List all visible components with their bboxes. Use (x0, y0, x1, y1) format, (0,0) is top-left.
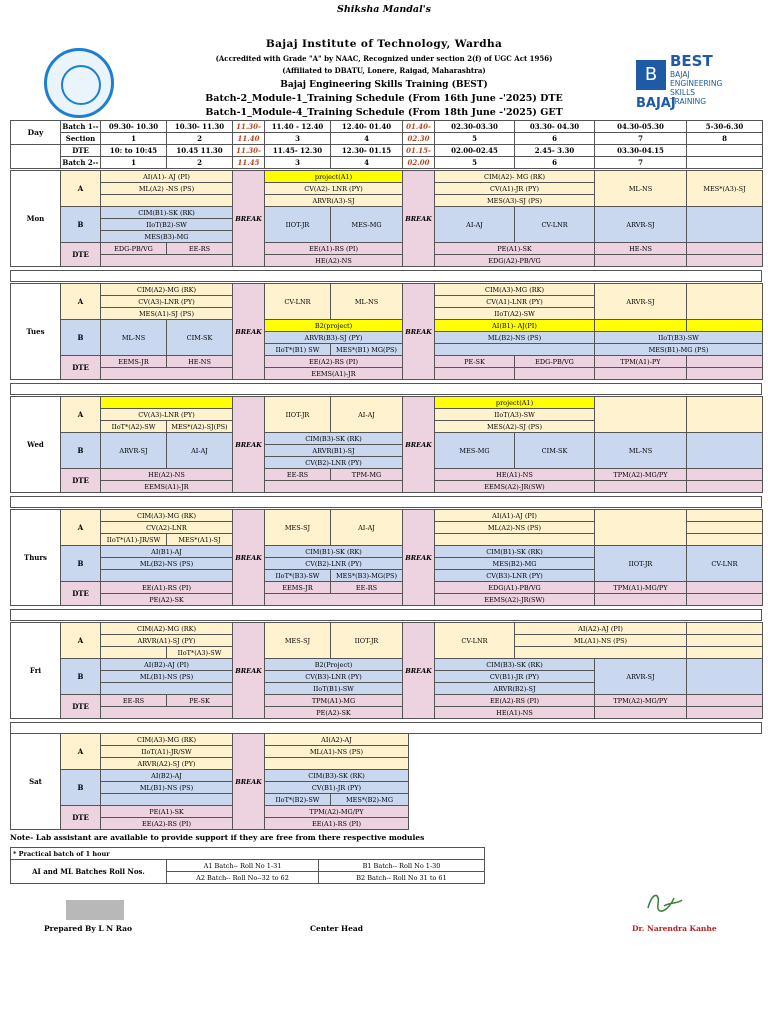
session-cell: HE-NS (595, 243, 687, 255)
time-slot: 12.40- 01.40 (331, 121, 403, 133)
section-number: 1 (101, 157, 167, 169)
session-cell: EE(A1)-RS (PI) (265, 818, 409, 830)
session-cell: MES(A2)-SJ (PS) (435, 421, 595, 433)
session-cell: ARVR-SJ (101, 433, 167, 469)
day-block-fri (10, 622, 763, 719)
break-cell: BREAK (403, 397, 435, 493)
session-cell: EEMS(A1)-JR (265, 368, 403, 380)
session-cell: CIM(B3)-SK (RK) (265, 433, 403, 445)
session-cell: ARVR(A3)-SJ (265, 195, 403, 207)
section-number: 4 (331, 133, 403, 145)
timetable-header (10, 120, 763, 169)
schedule-title-1: Batch-2_Module-1_Training Schedule (From 16th June -'2025) DTE (205, 93, 563, 104)
break-time: 11.30- (233, 121, 265, 133)
time-slot: 12.30- 01.15 (331, 145, 403, 157)
session-cell: MES*(B3)-MG(PS) (331, 570, 403, 582)
session-cell: IIoT(B2)-SW (101, 219, 233, 231)
break-cell: BREAK (233, 284, 265, 380)
session-cell: MES(A3)-SJ (PS) (435, 195, 595, 207)
session-cell: TPM(A1)-PY (595, 356, 687, 368)
group-b-label: B (61, 659, 101, 695)
session-cell: IIOT-JR (265, 397, 331, 433)
session-cell: EDG-PB/VG (101, 243, 167, 255)
day-block-thu (10, 509, 763, 606)
session-cell: ML-NS (595, 433, 687, 469)
session-cell: ARVR(B2)-SJ (435, 683, 595, 695)
session-cell: CV(B2)-LNR (PY) (265, 558, 403, 570)
session-cell: ML(A1)-NS (PS) (515, 635, 687, 647)
group-b-label: B (61, 433, 101, 469)
institute-name: Bajaj Institute of Technology, Wardha (265, 38, 503, 50)
section-number: 6 (515, 157, 595, 169)
session-cell: EE-RS (101, 695, 167, 707)
section-number: 7 (595, 157, 687, 169)
session-cell: CIM(B3)-SK (RK) (435, 659, 595, 671)
session-cell: MES*(A1)-SJ (167, 534, 233, 546)
day-label: Fri (11, 623, 61, 719)
session-cell: CIM(A3)-MG (RK) (101, 734, 233, 746)
session-cell: CV(A3)-LNR (PY) (101, 409, 233, 421)
session-cell: PE-SK (167, 695, 233, 707)
practical-note: * Practical batch of 1 hour (11, 848, 485, 860)
session-cell: CV(A2)- LNR (PY) (265, 183, 403, 195)
group-b-label: B (61, 546, 101, 582)
time-slot: 03.30-04.15 (595, 145, 687, 157)
session-cell: MES*(B1) MG(PS) (331, 344, 403, 356)
day-header: Day (11, 121, 61, 145)
session-cell: AI(A1)-AJ (PI) (435, 510, 595, 522)
day-label: Tues (11, 284, 61, 380)
session-cell: AI-AJ (331, 510, 403, 546)
session-cell: CV-LNR (435, 623, 515, 659)
society-name: Shiksha Mandal's (337, 4, 431, 15)
session-cell: ML-NS (331, 284, 403, 320)
break-cell: BREAK (403, 171, 435, 267)
session-cell: CIM(A2)-MG (RK) (101, 623, 233, 635)
session-cell: ML(B1)-NS (PS) (101, 671, 233, 683)
director-name: Dr. Narendra Kanhe (632, 924, 717, 933)
break-time: 11.40 (233, 133, 265, 145)
session-cell: MES-MG (435, 433, 515, 469)
session-cell: EE(A1)-RS (PI) (265, 243, 403, 255)
day-block-tue (10, 283, 763, 380)
break-time: 02.30 (403, 133, 435, 145)
session-cell: EEMS(A2)-JR(SW) (435, 481, 595, 493)
section-number: 5 (435, 157, 515, 169)
roll-a1: A1 Batch-- Roll No 1-31 (167, 860, 319, 872)
spacer-row (10, 383, 762, 395)
session-cell: PE(A2)-SK (265, 707, 403, 719)
session-cell: CV(B1)-JR (PY) (265, 782, 409, 794)
group-a-label: A (61, 171, 101, 207)
session-cell: ML(B1)-NS (PS) (101, 782, 233, 794)
section-number: 3 (265, 133, 331, 145)
session-cell: CV-LNR (515, 207, 595, 243)
time-slot: 11.40 - 12.40 (265, 121, 331, 133)
session-cell: CV(A1)-JR (PY) (435, 183, 595, 195)
session-cell: MES*(B2)-MG (331, 794, 409, 806)
batch2-label: Batch 2-- (62, 157, 99, 167)
group-b-label: B (61, 320, 101, 356)
session-cell: IIoT*(B3)-SW (265, 570, 331, 582)
schedule-title-2: Batch-1_Module-4_Training Schedule (From 18th June -'2025) GET (205, 107, 563, 118)
session-cell: MES*(A3)-SJ (687, 171, 763, 207)
session-cell: CIM(A3)-MG (RK) (435, 284, 595, 296)
session-cell: MES(B3)-MG (101, 231, 233, 243)
session-cell: AI(B1)-AJ (101, 546, 233, 558)
session-cell: PE-SK (435, 356, 515, 368)
session-cell: ML-NS (101, 320, 167, 356)
session-cell: CIM(A2)-MG (RK) (101, 284, 233, 296)
session-cell: TPM(A1)-MG (265, 695, 403, 707)
best-logo (636, 52, 723, 118)
roll-b2: B2 Batch-- Roll No 31 to 61 (319, 872, 485, 884)
session-cell: AI(B1)- AJ(PI) (435, 320, 595, 332)
session-cell: IIOT-JR (265, 207, 331, 243)
session-cell: CV(A1)-LNR (PY) (435, 296, 595, 308)
break-cell: BREAK (403, 284, 435, 380)
section-number: 2 (167, 157, 233, 169)
session-cell: EE-RS (265, 469, 331, 481)
batch1-label: Batch 1-- (62, 121, 99, 131)
session-cell: CV-LNR (687, 546, 763, 582)
session-cell: ARVR-SJ (595, 284, 687, 320)
session-cell: CV(B3)-LNR (PY) (265, 671, 403, 683)
session-cell: B2(Project) (265, 659, 403, 671)
break-time: 11.30- (233, 145, 265, 157)
session-cell: EEMS-JR (101, 356, 167, 368)
session-cell: MES(B1)-MG (PS) (595, 344, 763, 356)
session-cell: HE(A2)-NS (265, 255, 403, 267)
break-time: 01.40- (403, 121, 435, 133)
day-block-mon (10, 170, 763, 267)
session-cell: CV(B2)-LNR (PY) (265, 457, 403, 469)
day-label: Sat (11, 734, 61, 830)
session-cell: MES*(A2)-SJ(PS) (167, 421, 233, 433)
signature-icon (644, 888, 684, 916)
session-cell: B2(project) (265, 320, 403, 332)
logo-emblem-icon (61, 65, 101, 105)
session-cell: AI(B2)-AJ (PI) (101, 659, 233, 671)
session-cell: AI-AJ (435, 207, 515, 243)
section-number: 2 (167, 133, 233, 145)
session-cell: IIoT(A1)-JR/SW (101, 746, 233, 758)
break-cell: BREAK (233, 397, 265, 493)
day-block-wed (10, 396, 763, 493)
session-cell: MES-MG (331, 207, 403, 243)
section-number: 4 (331, 157, 403, 169)
session-cell: PE(A1)-SK (435, 243, 595, 255)
center-head: Center Head (310, 924, 363, 933)
session-cell: ML(B2)-NS (PS) (101, 558, 233, 570)
time-slot: 5-30-6.30 (687, 121, 763, 133)
session-cell: IIoT*(A1)-JR/SW (101, 534, 167, 546)
session-cell: CIM(B1)-SK (RK) (265, 546, 403, 558)
affiliation-line: (Affiliated to DBATU, Lonere, Raigad, Maharashtra) (282, 66, 486, 75)
session-cell: IIOT-JR (331, 623, 403, 659)
session-cell: EE-RS (167, 243, 233, 255)
session-cell: ML(A1)-NS (PS) (265, 746, 409, 758)
session-cell: IIoT(A3)-SW (435, 409, 595, 421)
break-cell: BREAK (233, 510, 265, 606)
session-cell: AI(A2)-AJ (PI) (515, 623, 687, 635)
time-slot: 04.30-05.30 (595, 121, 687, 133)
session-cell: project(A1) (435, 397, 595, 409)
section-number: 5 (435, 133, 515, 145)
section-label: Section (61, 133, 101, 145)
session-cell: ML(A2) -NS (PS) (101, 183, 233, 195)
spacer-row (10, 496, 762, 508)
break-time: 02.00 (403, 157, 435, 169)
session-cell: EDG-PB/VG (515, 356, 595, 368)
break-cell: BREAK (403, 623, 435, 719)
bajaj-wordmark: BAJAJ (636, 96, 676, 111)
dte-group-label: DTE (61, 695, 101, 719)
session-cell: MES(B2)-MG (435, 558, 595, 570)
time-slot: 10: to 10:45 (101, 145, 167, 157)
dte-group-label: DTE (61, 806, 101, 830)
day-label: Wed (11, 397, 61, 493)
session-cell: HE(A1)-NS (435, 469, 595, 481)
best-logo-text: BEST BAJAJ ENGINEERING SKILLS TRAINING (670, 52, 723, 106)
session-cell: CV(A2)-LNR (101, 522, 233, 534)
session-cell: AI(A2)-AJ (265, 734, 409, 746)
session-cell: IIoT(B3)-SW (595, 332, 763, 344)
section-number: 1 (101, 133, 167, 145)
roll-label: AI and ML Batches Roll Nos. (11, 860, 167, 884)
session-cell: TPM(A2)-MG/PY (595, 695, 687, 707)
session-cell: CIM-SK (515, 433, 595, 469)
group-a-label: A (61, 397, 101, 433)
session-cell: CV(A3)-LNR (PY) (101, 296, 233, 308)
spacer-row (10, 270, 762, 282)
session-cell: CIM-SK (167, 320, 233, 356)
session-cell: PE(A1)-SK (101, 806, 233, 818)
session-cell: TPM(A2)-MG/PY (265, 806, 409, 818)
session-cell: CV(B1)-JR (PY) (435, 671, 595, 683)
session-cell: CIM(A2)- MG (RK) (435, 171, 595, 183)
session-cell: ML-NS (595, 171, 687, 207)
session-cell: TPM-MG (331, 469, 403, 481)
group-a-label: A (61, 284, 101, 320)
session-cell: CIM(B3)-SK (RK) (265, 770, 409, 782)
session-cell: ARVR(A1)-SJ (PY) (101, 635, 233, 647)
session-cell: EE(A2)-RS (PI) (265, 356, 403, 368)
session-cell: CV(B3)-LNR (PY) (435, 570, 595, 582)
session-cell: TPM(A1)-MG/PY (595, 582, 687, 594)
roll-b1: B1 Batch-- Roll No 1-30 (319, 860, 485, 872)
session-cell: IIoT*(B2)-SW (265, 794, 331, 806)
session-cell: HE(A2)-NS (101, 469, 233, 481)
session-cell: AI-AJ (167, 433, 233, 469)
session-cell: ML(A2)-NS (PS) (435, 522, 595, 534)
session-cell: IIoT(A2)-SW (435, 308, 595, 320)
group-b-label: B (61, 207, 101, 243)
break-cell: BREAK (403, 510, 435, 606)
time-slot: 10.45 11.30 (167, 145, 233, 157)
prepared-by: Prepared By L N Rao (44, 924, 132, 933)
time-slot: 02.00-02.45 (435, 145, 515, 157)
section-number: 8 (687, 133, 763, 145)
lab-assistant-note: Note- Lab assistant are available to provide support if they are free from there respective modules (10, 833, 425, 842)
session-cell: IIoT(B1)-SW (265, 683, 403, 695)
session-cell: project(A1) (265, 171, 403, 183)
group-a-label: A (61, 510, 101, 546)
group-a-label: A (61, 623, 101, 659)
session-cell: EEMS(A2)-JR(SW) (435, 594, 595, 606)
dte-group-label: DTE (61, 582, 101, 606)
time-slot: 2.45- 3.30 (515, 145, 595, 157)
dte-group-label: DTE (61, 469, 101, 493)
roll-number-table (10, 847, 485, 884)
group-a-label: A (61, 734, 101, 770)
session-cell: EE(A1)-RS (PI) (101, 582, 233, 594)
break-cell: BREAK (233, 734, 265, 830)
bajaj-emblem-icon: B (636, 60, 666, 90)
break-time: 11.45 (233, 157, 265, 169)
session-cell: ARVR(A2)-SJ (PY) (101, 758, 233, 770)
session-cell: CIM(B1)-SK (RK) (101, 207, 233, 219)
time-slot: 09.30- 10.30 (101, 121, 167, 133)
section-number: 3 (265, 157, 331, 169)
session-cell: HE-NS (167, 356, 233, 368)
session-cell: AI(B2)-AJ (101, 770, 233, 782)
session-cell: EEMS(A1)-JR (101, 481, 233, 493)
break-time: 01.15- (403, 145, 435, 157)
time-slot: 03.30- 04.30 (515, 121, 595, 133)
day-label: Thurs (11, 510, 61, 606)
session-cell: EDG(A1)-PB/VG (435, 582, 595, 594)
session-cell: CV-LNR (265, 284, 331, 320)
session-cell: CIM(B1)-SK (RK) (435, 546, 595, 558)
session-cell: MES-SJ (265, 623, 331, 659)
program-title: Bajaj Engineering Skills Training (BEST) (280, 80, 488, 90)
section-number: 7 (595, 133, 687, 145)
session-cell: HE(A1)-NS (435, 707, 595, 719)
section-number: 6 (515, 133, 595, 145)
time-slot: 02.30-03.30 (435, 121, 515, 133)
session-cell: IIoT*(A2)-SW (101, 421, 167, 433)
institute-logo (44, 48, 114, 118)
break-cell: BREAK (233, 623, 265, 719)
session-cell: EDG(A2)-PB/VG (435, 255, 595, 267)
roll-a2: A2 Batch-- Roll No--32 to 62 (167, 872, 319, 884)
dte-group-label: DTE (61, 243, 101, 267)
session-cell: IIoT*(B1) SW (265, 344, 331, 356)
session-cell: PE(A2)-SK (101, 594, 233, 606)
session-cell: ARVR(B1)-SJ (265, 445, 403, 457)
session-cell: IIoT*(A3)-SW (167, 647, 233, 659)
session-cell: AI(A1)- AJ (PI) (101, 171, 233, 183)
session-cell: TPM(A2)-MG/PY (595, 469, 687, 481)
time-slot: 10.30- 11.30 (167, 121, 233, 133)
session-cell: EE-RS (331, 582, 403, 594)
session-cell: MES-SJ (265, 510, 331, 546)
dte-group-label: DTE (61, 356, 101, 380)
signature-stamp (66, 900, 124, 920)
session-cell: IIOT-JR (595, 546, 687, 582)
day-label: Mon (11, 171, 61, 267)
session-cell: EE(A2)-RS (PI) (435, 695, 595, 707)
break-cell: BREAK (233, 171, 265, 267)
time-slot: 11.45- 12.30 (265, 145, 331, 157)
session-cell: ARVR-SJ (595, 659, 687, 695)
session-cell: EEMS-JR (265, 582, 331, 594)
dte-label: DTE (61, 145, 101, 157)
day-block-sat (10, 733, 409, 830)
session-cell: CIM(A3)-MG (RK) (101, 510, 233, 522)
spacer-row (10, 609, 762, 621)
session-cell: ARVR(B3)-SJ (PY) (265, 332, 403, 344)
session-cell: ARVR-SJ (595, 207, 687, 243)
session-cell: MES(A1)-SJ (PS) (101, 308, 233, 320)
session-cell: EE(A2)-RS (PI) (101, 818, 233, 830)
group-b-label: B (61, 770, 101, 806)
session-cell: ML(B2)-NS (PS) (435, 332, 595, 344)
accreditation-line: (Accredited with Grade "A" by NAAC, Recognized under section 2(f) of UGC Act 1956) (215, 54, 553, 63)
session-cell: AI-AJ (331, 397, 403, 433)
